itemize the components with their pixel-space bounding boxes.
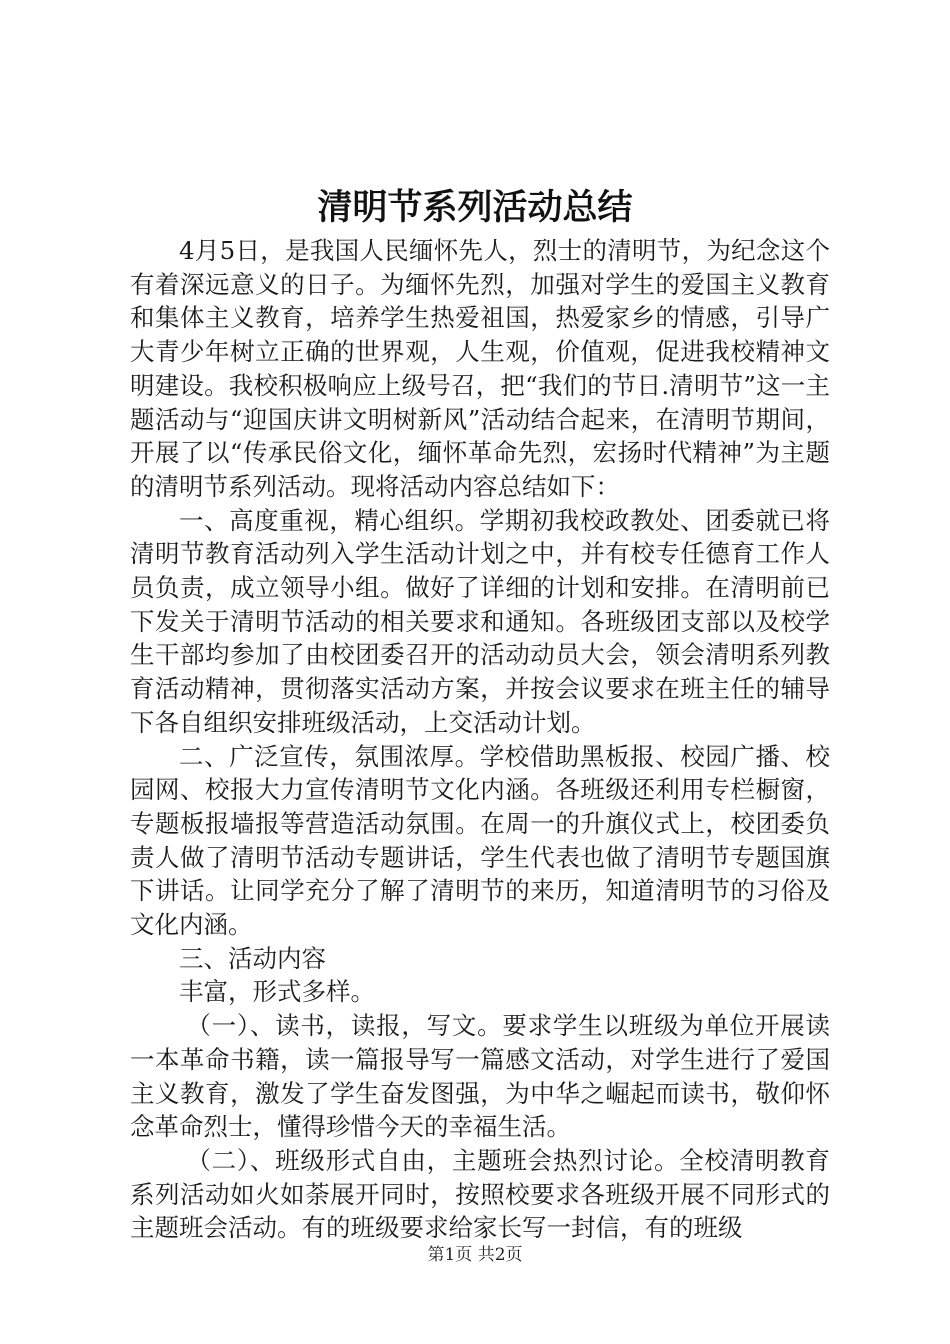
paragraph-section-2: 二、广泛宣传，氛围浓厚。学校借助黑板报、校园广播、校园网、校报大力宣传清明节文化内涵。各班级还利用专栏橱窗，专题板报墙报等营造活动氛围。在周一的升旗仪式上，校团委负责人做了清明节活动专题讲话，学生代表也做了清明节专题国旗下讲话。让同学充分了解了清明节的来历，知道清明节的习俗及文化内涵。	[130, 741, 830, 940]
paragraph-section-3-heading: 三、活动内容	[179, 943, 326, 973]
paragraph-subsection-2: （二）、班级形式自由，主题班会热烈讨论。全校清明教育系列活动如火如荼展开同时，按照校要求各班级开展不同形式的主题班会活动。有的班级要求给家长写一封信，有的班级	[130, 1145, 830, 1243]
document-body	[130, 234, 830, 1245]
document-title: 清明节系列活动总结	[317, 187, 633, 228]
page-footer: 第1页 共2页	[427, 1245, 523, 1265]
paragraph-section-3-continued: 丰富，形式多样。	[179, 977, 375, 1007]
paragraph-subsection-1: （一）、读书，读报，写文。要求学生以班级为单位开展读一本革命书籍，读一篇报导写一篇感文活动，对学生进行了爱国主义教育，激发了学生奋发图强，为中华之崛起而读书，敬仰怀念革命烈士，懂得珍惜今天的幸福生活。	[130, 1011, 830, 1142]
paragraph-intro: 4月5日，是我国人民缅怀先人，烈士的清明节，为纪念这个有着深远意义的日子。为缅怀先烈，加强对学生的爱国主义教育和集体主义教育，培养学生热爱祖国，热爱家乡的情感，引导广大青少年树立正确的世界观，人生观，价值观，促进我校精神文明建设。我校积极响应上级号召，把“我们的节日.清明节”这一主题活动与“迎国庆讲文明树新风”活动结合起来，在清明节期间，开展了以“传承民俗文化，缅怀革命先烈，宏扬时代精神”为主题的清明节系列活动。现将活动内容总结如下：	[130, 236, 830, 501]
paragraph-section-1: 一、高度重视，精心组织。学期初我校政教处、团委就已将清明节教育活动列入学生活动计划之中，并有校专任德育工作人员负责，成立领导小组。做好了详细的计划和安排。在清明前已下发关于清明节活动的相关要求和通知。各班级团支部以及校学生干部均参加了由校团委召开的活动动员大会，领会清明系列教育活动精神，贯彻落实活动方案，并按会议要求在班主任的辅导下各自组织安排班级活动，上交活动计划。	[130, 505, 830, 737]
